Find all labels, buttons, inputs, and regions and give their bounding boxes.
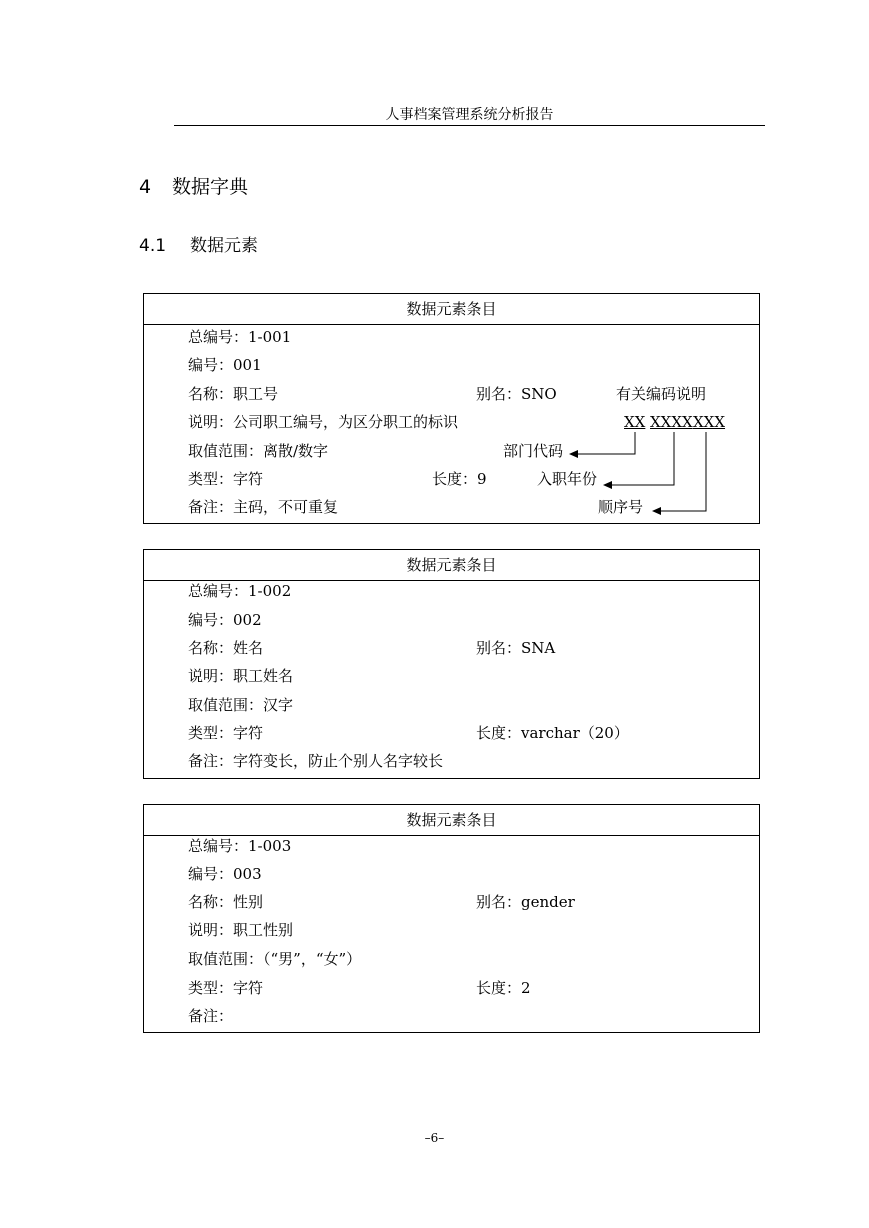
entry-description: 说明：职工姓名 (188, 667, 294, 685)
entry-number: 编号：001 (188, 356, 262, 374)
arrowhead-sequence (652, 507, 661, 515)
entry-range: 取值范围：离散/数字 (188, 442, 329, 460)
code-label-department: 部门代码 (503, 442, 564, 460)
arrowhead-department (569, 450, 578, 458)
entry-alias: 别名：SNO (476, 385, 557, 403)
entry-range: 取值范围：（“男”，“女”） (188, 950, 362, 968)
code-label-year: 入职年份 (537, 470, 598, 488)
entry-name: 名称：性别 (188, 893, 264, 911)
header-rule (174, 125, 765, 126)
arrow-department (577, 432, 635, 454)
section-heading (139, 172, 248, 199)
subsection-title: 数据元素 (190, 236, 258, 256)
entry-number: 编号：003 (188, 865, 262, 883)
entry-title: 数据元素条目 (144, 294, 759, 325)
entry-length: 长度：varchar（20） (476, 724, 629, 742)
arrow-sequence (660, 432, 706, 511)
data-element-entry (143, 293, 760, 524)
entry-name: 名称：姓名 (188, 639, 264, 657)
entry-alias: 别名：SNA (476, 639, 556, 657)
entry-total-number: 总编号：1-001 (188, 328, 292, 346)
entry-title: 数据元素条目 (144, 805, 759, 836)
subsection-number: 4.1 (139, 236, 167, 256)
code-label-sequence: 顺序号 (598, 498, 644, 516)
section-title: 数据字典 (172, 176, 249, 198)
entry-description: 说明：职工性别 (188, 921, 294, 939)
code-part-sequence: XXX (693, 413, 726, 431)
entry-type: 类型：字符 (188, 724, 264, 742)
entry-note: 备注：字符变长，防止个别人名字较长 (188, 752, 444, 770)
code-arrows (144, 294, 761, 525)
entry-note: 备注： (188, 1007, 234, 1025)
data-element-entry (143, 804, 760, 1033)
arrowhead-year (603, 481, 612, 489)
page-number: –6– (424, 1131, 445, 1145)
entry-length: 长度：9 (432, 470, 487, 488)
entry-alias: 别名：gender (476, 893, 575, 911)
entry-description: 说明：公司职工编号，为区分职工的标识 (188, 413, 459, 431)
code-part-year: XXXX (650, 413, 693, 431)
entry-note: 备注：主码，不可重复 (188, 498, 339, 516)
subsection-heading (139, 231, 258, 256)
entry-range: 取值范围：汉字 (188, 696, 294, 714)
entry-type: 类型：字符 (188, 470, 264, 488)
section-number: 4 (139, 176, 152, 198)
entry-total-number: 总编号：1-003 (188, 837, 292, 855)
entry-number: 编号：002 (188, 611, 262, 629)
page-header-title: 人事档案管理系统分析报告 (385, 107, 554, 123)
entry-title: 数据元素条目 (144, 550, 759, 581)
code-part-department: XX (624, 413, 646, 431)
arrow-year (611, 432, 674, 485)
entry-total-number: 总编号：1-002 (188, 582, 292, 600)
entry-type: 类型：字符 (188, 979, 264, 997)
data-element-entry (143, 549, 760, 779)
entry-length: 长度：2 (476, 979, 531, 997)
code-note-heading: 有关编码说明 (616, 385, 707, 403)
entry-name: 名称：职工号 (188, 385, 279, 403)
